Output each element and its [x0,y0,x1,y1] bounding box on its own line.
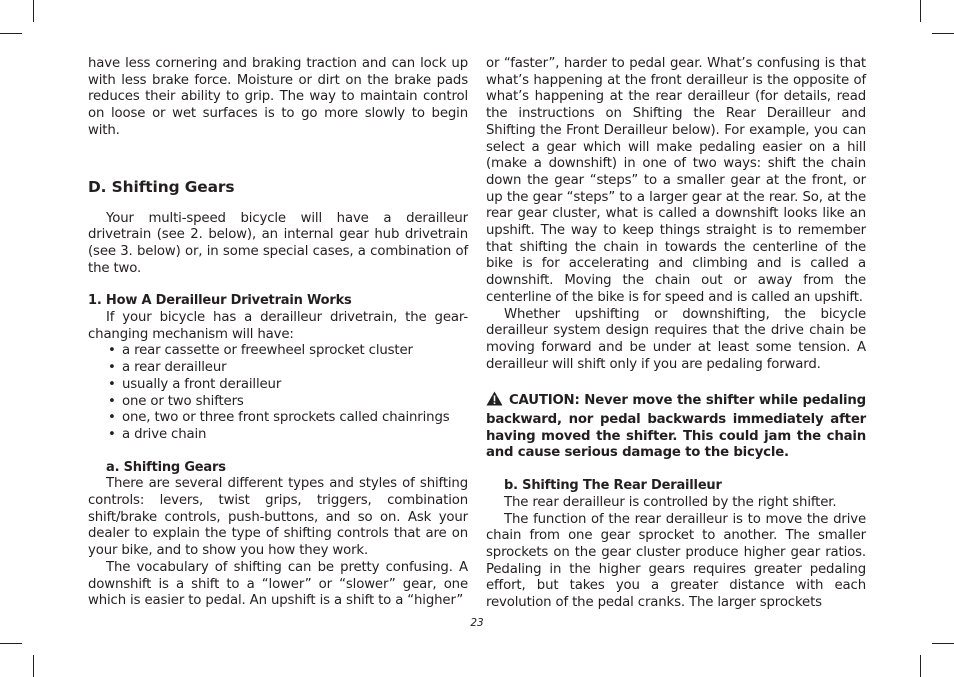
list-item: • one or two shifters [106,394,468,411]
crop-mark [33,655,34,677]
component-list [88,343,468,443]
list-item: • one, two or three front sprockets called chainrings [106,410,468,427]
page-number: 23 [470,617,484,629]
subsection-intro-paragraph: If your bicycle has a derailleur drivetrain, the gear-changing mechanism will have: [88,310,468,342]
crop-mark [920,0,921,22]
subsection-heading: 1. How A Derailleur Drivetrain Works [88,293,352,309]
sub-b-heading: b. Shifting The Rear Derailleur [504,478,722,494]
sub-b-paragraph: The function of the rear derailleur is to move the drive chain from one gear sprocket to another. The smaller sprockets on the gear cluster produce higher gear ratios. Pedaling in the higher gears requires greater pedaling effort, but takes you a greater distance with each revolution of the pedal cranks. The larger sprockets [486,511,866,611]
crop-mark [932,643,954,644]
caution-notice [486,391,866,462]
list-item: • a rear derailleur [106,360,468,377]
list-item: • a drive chain [106,427,468,444]
intro-paragraph: have less cornering and braking traction and can lock up with less brake force. Moisture or dirt on the brake pads reduces their ability to grip. The way to maintain control on loose or wet surfaces is to go more slowly to begin with. [88,56,468,138]
shifting-requirement-paragraph: Whether upshifting or downshifting, the bicycle derailleur system design requires that the drive chain be moving forward and be under at least some tension. A derailleur will shift only if you are pedaling forward. [486,306,866,372]
warning-triangle-icon [486,391,503,412]
sub-a-heading: a. Shifting Gears [106,459,226,475]
crop-mark [0,643,22,644]
continued-paragraph: or “faster”, harder to pedal gear. What’s confusing is that what’s happening at the front derailleur is the opposite of what’s happening at the rear derailleur (for details, read the instructions on Shifting the Rear Derailleur and Shifting the Front Derailleur below). For example, you can select a gear which will make pedaling easier on a hill (make a downshift) in one of two ways: shift the chain down the gear “steps” to a smaller gear at the front, or up the gear “steps” to a larger gear at the rear. So, at the rear gear cluster, what is called a downshift looks like an upshift. The way to keep things straight is to remember that shifting the chain in towards the centerline of the bike is for accelerating and climbing and is called a downshift. Moving the chain out or away from the centerline of the bike is for speed and is called an upshift. [486,56,866,305]
right-column [486,56,866,612]
caution-text: CAUTION: Never move the shifter while pedaling backward, nor pedal backwards immediately after having moved the shifter. This could jam the chain and cause serious damage to the bicycle. [486,393,866,461]
left-column [88,56,468,610]
sub-b-paragraph: The rear derailleur is controlled by the right shifter. [504,494,837,510]
crop-mark [33,0,34,22]
list-item: • a rear cassette or freewheel sprocket cluster [106,343,468,360]
crop-mark [920,655,921,677]
section-heading: D. Shifting Gears [88,177,235,196]
crop-mark [932,33,954,34]
list-item: • usually a front derailleur [106,377,468,394]
crop-mark [0,33,22,34]
section-intro-paragraph: Your multi-speed bicycle will have a derailleur drivetrain (see 2. below), an internal gear hub drivetrain (see 3. below) or, in some special cases, a combination of the two. [88,210,468,276]
sub-a-paragraph: The vocabulary of shifting can be pretty confusing. A downshift is a shift to a “lower” or “slower” gear, one which is easier to pedal. An upshift is a shift to a “higher” [88,559,468,609]
sub-a-paragraph: There are several different types and styles of shifting controls: levers, twist grips, triggers, combination shift/brake controls, push-buttons, and so on. Ask your dealer to explain the type of shifting controls that are on your bike, and to show you how they work. [88,476,468,559]
